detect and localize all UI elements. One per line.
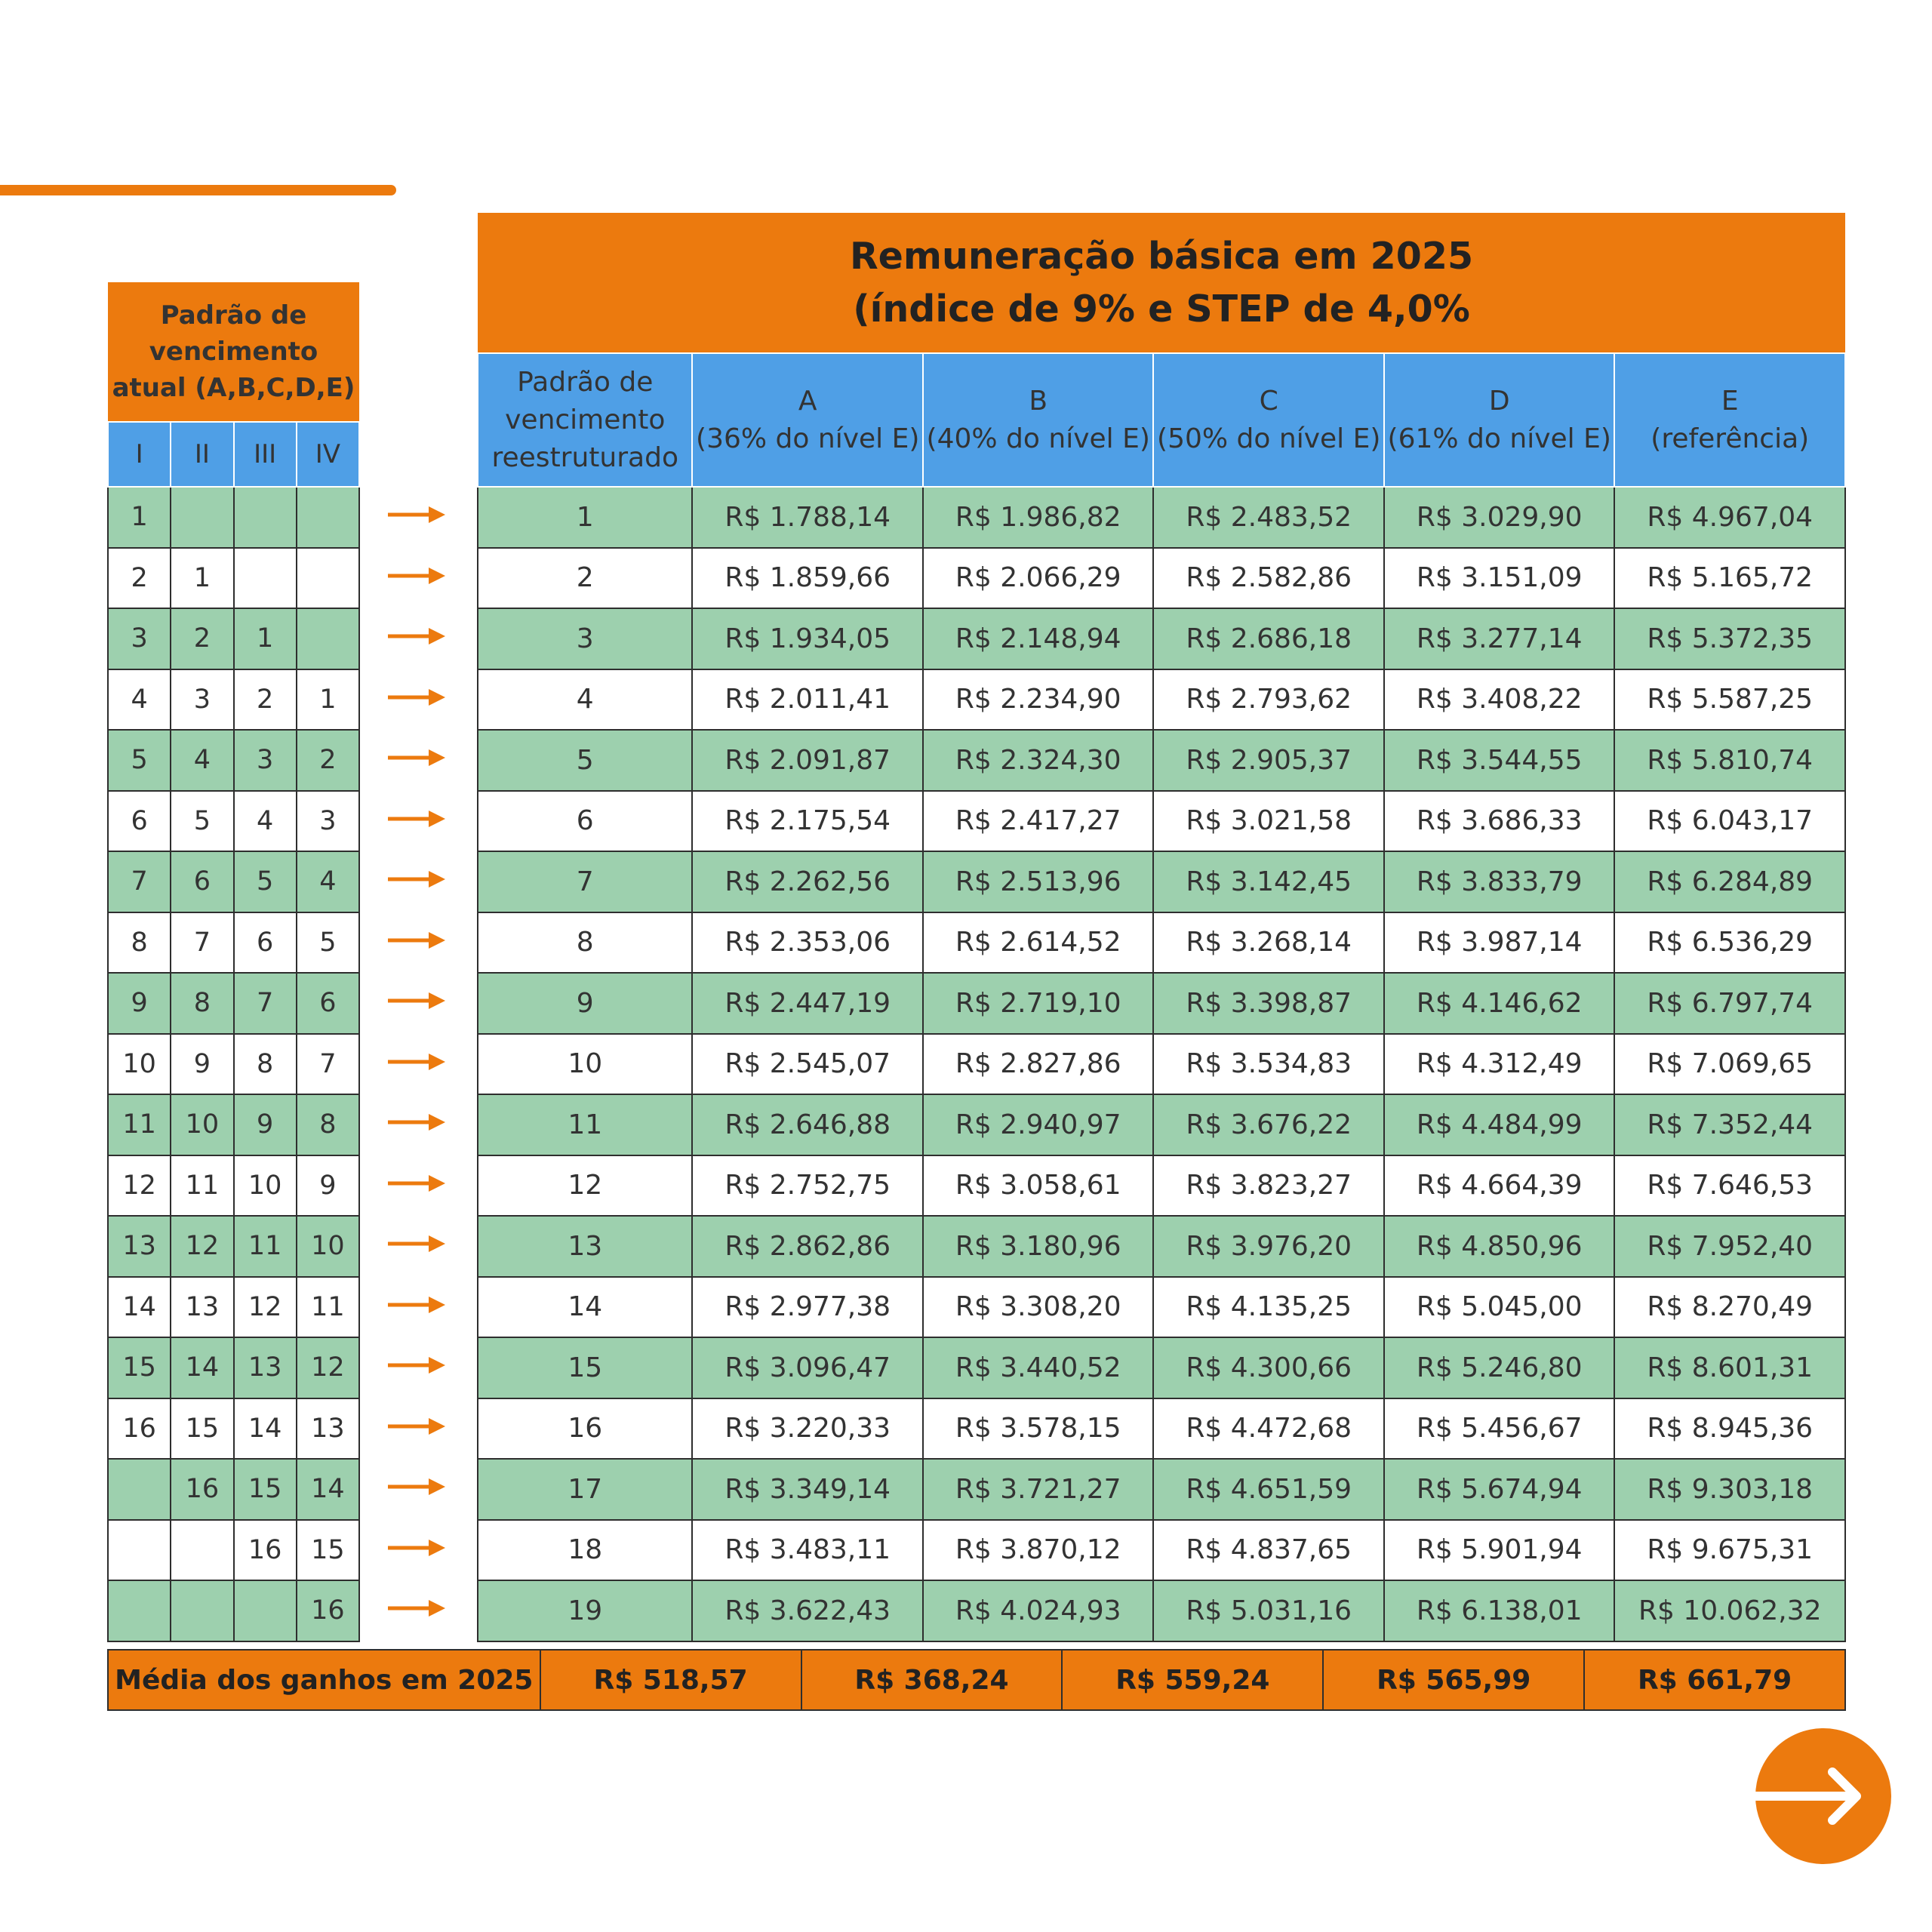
pattern-cell: 10 xyxy=(234,1155,297,1217)
pattern-cell: 9 xyxy=(171,1034,233,1095)
pattern-cell xyxy=(171,487,233,548)
table-row xyxy=(108,912,359,974)
arrow-right-icon xyxy=(386,1112,447,1133)
table-row xyxy=(478,1580,1845,1641)
salary-cell: R$ 8.270,49 xyxy=(1614,1277,1845,1338)
pattern-cell: 7 xyxy=(171,912,233,974)
salary-cell: R$ 2.513,96 xyxy=(923,851,1154,912)
pattern-cell: 12 xyxy=(234,1277,297,1338)
restructured-pattern-cell: 4 xyxy=(478,669,692,731)
salary-cell: R$ 2.066,29 xyxy=(923,548,1154,609)
table-row xyxy=(108,1216,359,1277)
restructured-pattern-cell: 5 xyxy=(478,730,692,791)
table-row xyxy=(478,1398,1845,1460)
table-row xyxy=(108,1155,359,1217)
column-header-line: reestruturado xyxy=(491,441,678,473)
column-header-line: (40% do nível E) xyxy=(926,423,1150,454)
salary-cell: R$ 8.601,31 xyxy=(1614,1337,1845,1398)
pattern-cell: 12 xyxy=(297,1337,359,1398)
column-header xyxy=(478,353,692,487)
pattern-cell: 16 xyxy=(171,1459,233,1520)
restructured-pattern-cell: 19 xyxy=(478,1580,692,1641)
table-row xyxy=(478,1216,1845,1277)
pattern-cell: 16 xyxy=(234,1520,297,1581)
pattern-cell: 7 xyxy=(297,1034,359,1095)
pattern-cell: 10 xyxy=(108,1034,171,1095)
table-title xyxy=(478,213,1845,353)
pattern-cell: 9 xyxy=(108,973,171,1034)
pattern-cell: 4 xyxy=(171,730,233,791)
column-header-line: D xyxy=(1488,385,1510,417)
salary-cell: R$ 7.352,44 xyxy=(1614,1094,1845,1155)
pattern-cell: 4 xyxy=(108,669,171,731)
pattern-cell: 13 xyxy=(297,1398,359,1460)
next-button[interactable] xyxy=(1755,1728,1891,1864)
pattern-cell: 10 xyxy=(297,1216,359,1277)
pattern-cell: 5 xyxy=(171,791,233,852)
salary-cell: R$ 3.823,27 xyxy=(1153,1155,1384,1217)
pattern-cell: 1 xyxy=(108,487,171,548)
table-row xyxy=(478,973,1845,1034)
pattern-cell: 4 xyxy=(297,851,359,912)
salary-cell: R$ 1.934,05 xyxy=(692,608,923,669)
arrow-right-icon xyxy=(386,808,447,829)
pattern-cell xyxy=(171,1520,233,1581)
average-gains-row xyxy=(107,1649,1846,1711)
pattern-cell: 6 xyxy=(234,912,297,974)
salary-cell: R$ 3.676,22 xyxy=(1153,1094,1384,1155)
salary-cell: R$ 10.062,32 xyxy=(1614,1580,1845,1641)
current-pattern-header: Padrão de vencimento atual (A,B,C,D,E) xyxy=(108,282,359,422)
salary-cell: R$ 5.165,72 xyxy=(1614,548,1845,609)
salary-cell: R$ 2.905,37 xyxy=(1153,730,1384,791)
pattern-cell: 13 xyxy=(234,1337,297,1398)
column-header xyxy=(1153,353,1384,487)
pattern-cell xyxy=(234,487,297,548)
salary-cell: R$ 2.091,87 xyxy=(692,730,923,791)
pattern-cell: 15 xyxy=(297,1520,359,1581)
accent-line xyxy=(0,185,396,195)
arrow-right-icon xyxy=(386,1476,447,1497)
salary-cell: R$ 7.952,40 xyxy=(1614,1216,1845,1277)
pattern-cell: 3 xyxy=(171,669,233,731)
salary-cell: R$ 5.674,94 xyxy=(1384,1459,1615,1520)
salary-cell: R$ 4.024,93 xyxy=(923,1580,1154,1641)
pattern-cell: 2 xyxy=(234,669,297,731)
average-gain-value: R$ 565,99 xyxy=(1323,1650,1584,1710)
salary-cell: R$ 3.622,43 xyxy=(692,1580,923,1641)
table-row xyxy=(478,912,1845,974)
table-row xyxy=(108,1277,359,1338)
salary-cell: R$ 2.827,86 xyxy=(923,1034,1154,1095)
salary-cell: R$ 5.810,74 xyxy=(1614,730,1845,791)
table-row xyxy=(478,1094,1845,1155)
pattern-cell: 1 xyxy=(234,608,297,669)
table-title-line-1: Remuneração básica em 2025 xyxy=(849,234,1474,278)
pattern-cell: 11 xyxy=(234,1216,297,1277)
column-header-line: C xyxy=(1259,385,1278,417)
column-header-line: (referência) xyxy=(1651,423,1810,454)
pattern-cell: 10 xyxy=(171,1094,233,1155)
table-row xyxy=(478,1520,1845,1581)
pattern-cell xyxy=(108,1580,171,1641)
salary-cell: R$ 3.151,09 xyxy=(1384,548,1615,609)
average-gains-label: Média dos ganhos em 2025 xyxy=(108,1650,540,1710)
pattern-cell: 9 xyxy=(234,1094,297,1155)
restructured-pattern-cell: 3 xyxy=(478,608,692,669)
salary-cell: R$ 2.752,75 xyxy=(692,1155,923,1217)
arrow-right-icon xyxy=(386,930,447,951)
salary-cell: R$ 5.587,25 xyxy=(1614,669,1845,731)
arrow-right-icon xyxy=(386,1537,447,1558)
salary-cell: R$ 5.246,80 xyxy=(1384,1337,1615,1398)
salary-cell: R$ 2.686,18 xyxy=(1153,608,1384,669)
salary-cell: R$ 6.043,17 xyxy=(1614,791,1845,852)
average-gain-value: R$ 368,24 xyxy=(801,1650,1063,1710)
arrow-right-icon xyxy=(386,747,447,768)
salary-cell: R$ 4.664,39 xyxy=(1384,1155,1615,1217)
pattern-cell: 7 xyxy=(234,973,297,1034)
salary-cell: R$ 3.398,87 xyxy=(1153,973,1384,1034)
salary-cell: R$ 2.234,90 xyxy=(923,669,1154,731)
salary-cell: R$ 6.536,29 xyxy=(1614,912,1845,974)
salary-cell: R$ 9.675,31 xyxy=(1614,1520,1845,1581)
column-header-line: (61% do nível E) xyxy=(1387,423,1611,454)
salary-cell: R$ 2.353,06 xyxy=(692,912,923,974)
salary-cell: R$ 3.096,47 xyxy=(692,1337,923,1398)
salary-cell: R$ 5.372,35 xyxy=(1614,608,1845,669)
pattern-cell: 4 xyxy=(234,791,297,852)
salary-cell: R$ 3.578,15 xyxy=(923,1398,1154,1460)
salary-cell: R$ 3.058,61 xyxy=(923,1155,1154,1217)
salary-cell: R$ 7.646,53 xyxy=(1614,1155,1845,1217)
pattern-cell: 5 xyxy=(297,912,359,974)
table-row xyxy=(478,791,1845,852)
salary-cell: R$ 3.021,58 xyxy=(1153,791,1384,852)
table-row xyxy=(478,608,1845,669)
average-gain-value: R$ 559,24 xyxy=(1062,1650,1323,1710)
salary-cell: R$ 6.797,74 xyxy=(1614,973,1845,1034)
salary-cell: R$ 5.045,00 xyxy=(1384,1277,1615,1338)
table-row xyxy=(478,548,1845,609)
salary-cell: R$ 3.721,27 xyxy=(923,1459,1154,1520)
salary-cell: R$ 3.029,90 xyxy=(1384,487,1615,548)
remuneration-table xyxy=(477,213,1846,1642)
salary-cell: R$ 2.977,38 xyxy=(692,1277,923,1338)
pattern-cell: 6 xyxy=(297,973,359,1034)
column-header-line: E xyxy=(1721,385,1739,417)
arrow-right-icon xyxy=(386,1294,447,1315)
restructured-pattern-cell: 1 xyxy=(478,487,692,548)
salary-cell: R$ 2.324,30 xyxy=(923,730,1154,791)
column-header xyxy=(1614,353,1845,487)
current-pattern-table xyxy=(107,282,360,1642)
average-gain-value: R$ 661,79 xyxy=(1584,1650,1845,1710)
salary-cell: R$ 3.987,14 xyxy=(1384,912,1615,974)
salary-cell: R$ 2.719,10 xyxy=(923,973,1154,1034)
salary-cell: R$ 3.308,20 xyxy=(923,1277,1154,1338)
table-row xyxy=(478,1155,1845,1217)
salary-cell: R$ 6.138,01 xyxy=(1384,1580,1615,1641)
pattern-cell: 5 xyxy=(234,851,297,912)
restructured-pattern-cell: 14 xyxy=(478,1277,692,1338)
column-header xyxy=(1384,353,1615,487)
pattern-cell: 11 xyxy=(297,1277,359,1338)
pattern-cell: 1 xyxy=(297,669,359,731)
salary-cell: R$ 5.901,94 xyxy=(1384,1520,1615,1581)
salary-cell: R$ 4.651,59 xyxy=(1153,1459,1384,1520)
table-row xyxy=(108,1398,359,1460)
column-header-line: (50% do nível E) xyxy=(1157,423,1381,454)
salary-cell: R$ 3.483,11 xyxy=(692,1520,923,1581)
table-row xyxy=(108,669,359,731)
salary-cell: R$ 4.135,25 xyxy=(1153,1277,1384,1338)
salary-cell: R$ 4.484,99 xyxy=(1384,1094,1615,1155)
salary-cell: R$ 4.837,65 xyxy=(1153,1520,1384,1581)
pattern-cell: 8 xyxy=(297,1094,359,1155)
salary-cell: R$ 4.146,62 xyxy=(1384,973,1615,1034)
pattern-cell: 9 xyxy=(297,1155,359,1217)
salary-cell: R$ 4.967,04 xyxy=(1614,487,1845,548)
pattern-cell xyxy=(297,548,359,609)
restructured-pattern-cell: 12 xyxy=(478,1155,692,1217)
salary-cell: R$ 3.408,22 xyxy=(1384,669,1615,731)
pattern-cell: 3 xyxy=(234,730,297,791)
salary-cell: R$ 4.312,49 xyxy=(1384,1034,1615,1095)
salary-cell: R$ 4.472,68 xyxy=(1153,1398,1384,1460)
table-row xyxy=(108,1580,359,1641)
column-header-line: B xyxy=(1029,385,1048,417)
salary-cell: R$ 2.940,97 xyxy=(923,1094,1154,1155)
salary-cell: R$ 1.859,66 xyxy=(692,548,923,609)
salary-cell: R$ 2.793,62 xyxy=(1153,669,1384,731)
salary-cell: R$ 2.483,52 xyxy=(1153,487,1384,548)
column-header-iv: IV xyxy=(297,422,359,487)
pattern-cell: 8 xyxy=(234,1034,297,1095)
salary-cell: R$ 2.582,86 xyxy=(1153,548,1384,609)
column-header-ii: II xyxy=(171,422,233,487)
restructured-pattern-cell: 11 xyxy=(478,1094,692,1155)
table-row xyxy=(108,1337,359,1398)
table-row xyxy=(108,851,359,912)
restructured-pattern-cell: 7 xyxy=(478,851,692,912)
salary-cell: R$ 3.277,14 xyxy=(1384,608,1615,669)
arrow-right-icon xyxy=(386,990,447,1011)
salary-cell: R$ 7.069,65 xyxy=(1614,1034,1845,1095)
table-row xyxy=(108,487,359,548)
salary-cell: R$ 3.833,79 xyxy=(1384,851,1615,912)
salary-cell: R$ 2.545,07 xyxy=(692,1034,923,1095)
pattern-cell: 13 xyxy=(108,1216,171,1277)
salary-cell: R$ 1.788,14 xyxy=(692,487,923,548)
salary-cell: R$ 5.031,16 xyxy=(1153,1580,1384,1641)
pattern-cell: 2 xyxy=(171,608,233,669)
pattern-cell: 2 xyxy=(297,730,359,791)
restructured-pattern-cell: 17 xyxy=(478,1459,692,1520)
salary-cell: R$ 2.175,54 xyxy=(692,791,923,852)
salary-cell: R$ 4.850,96 xyxy=(1384,1216,1615,1277)
table-row xyxy=(108,1094,359,1155)
pattern-cell: 14 xyxy=(234,1398,297,1460)
pattern-cell xyxy=(297,487,359,548)
salary-cell: R$ 3.686,33 xyxy=(1384,791,1615,852)
salary-cell: R$ 3.870,12 xyxy=(923,1520,1154,1581)
pattern-cell: 3 xyxy=(297,791,359,852)
salary-cell: R$ 2.262,56 xyxy=(692,851,923,912)
current-pattern-body xyxy=(108,487,359,1641)
arrow-right-icon xyxy=(386,626,447,647)
salary-cell: R$ 2.417,27 xyxy=(923,791,1154,852)
table-row xyxy=(478,487,1845,548)
salary-cell: R$ 1.986,82 xyxy=(923,487,1154,548)
column-header-row xyxy=(478,353,1845,487)
pattern-cell: 6 xyxy=(171,851,233,912)
pattern-cell: 3 xyxy=(108,608,171,669)
pattern-cell: 15 xyxy=(234,1459,297,1520)
restructured-pattern-cell: 18 xyxy=(478,1520,692,1581)
arrow-right-icon xyxy=(386,1051,447,1072)
pattern-cell: 13 xyxy=(171,1277,233,1338)
pattern-cell: 1 xyxy=(171,548,233,609)
salary-cell: R$ 3.180,96 xyxy=(923,1216,1154,1277)
salary-cell: R$ 5.456,67 xyxy=(1384,1398,1615,1460)
pattern-cell: 14 xyxy=(108,1277,171,1338)
remuneration-body xyxy=(478,487,1845,1641)
salary-cell: R$ 2.447,19 xyxy=(692,973,923,1034)
table-row xyxy=(478,669,1845,731)
pattern-cell: 8 xyxy=(171,973,233,1034)
arrow-right-icon xyxy=(386,1233,447,1254)
pattern-cell xyxy=(171,1580,233,1641)
salary-cell: R$ 9.303,18 xyxy=(1614,1459,1845,1520)
arrow-right-icon xyxy=(386,1173,447,1194)
column-header xyxy=(692,353,923,487)
pattern-cell: 15 xyxy=(108,1337,171,1398)
pattern-cell: 11 xyxy=(108,1094,171,1155)
table-row xyxy=(108,1034,359,1095)
average-gain-value: R$ 518,57 xyxy=(540,1650,801,1710)
salary-cell: R$ 3.349,14 xyxy=(692,1459,923,1520)
restructured-pattern-cell: 13 xyxy=(478,1216,692,1277)
arrow-right-icon xyxy=(386,504,447,525)
salary-cell: R$ 3.268,14 xyxy=(1153,912,1384,974)
table-row xyxy=(108,973,359,1034)
table-row xyxy=(478,730,1845,791)
salary-cell: R$ 3.976,20 xyxy=(1153,1216,1384,1277)
salary-cell: R$ 2.011,41 xyxy=(692,669,923,731)
salary-cell: R$ 2.862,86 xyxy=(692,1216,923,1277)
pattern-cell: 14 xyxy=(297,1459,359,1520)
arrow-right-icon xyxy=(1755,1728,1891,1864)
pattern-cell: 15 xyxy=(171,1398,233,1460)
column-header-line: A xyxy=(798,385,817,417)
table-row xyxy=(108,730,359,791)
restructured-pattern-cell: 9 xyxy=(478,973,692,1034)
table-row xyxy=(108,608,359,669)
salary-cell: R$ 4.300,66 xyxy=(1153,1337,1384,1398)
salary-cell: R$ 3.142,45 xyxy=(1153,851,1384,912)
arrow-right-icon xyxy=(386,565,447,586)
pattern-cell xyxy=(108,1459,171,1520)
pattern-cell: 14 xyxy=(171,1337,233,1398)
pattern-cell: 5 xyxy=(108,730,171,791)
column-header-line: (36% do nível E) xyxy=(696,423,920,454)
pattern-cell: 11 xyxy=(171,1155,233,1217)
restructured-pattern-cell: 15 xyxy=(478,1337,692,1398)
table-row xyxy=(108,1459,359,1520)
pattern-cell: 7 xyxy=(108,851,171,912)
table-row xyxy=(478,1034,1845,1095)
table-row xyxy=(478,851,1845,912)
table-row xyxy=(108,1520,359,1581)
salary-cell: R$ 3.534,83 xyxy=(1153,1034,1384,1095)
salary-cell: R$ 3.220,33 xyxy=(692,1398,923,1460)
pattern-cell: 6 xyxy=(108,791,171,852)
table-row xyxy=(478,1459,1845,1520)
table-row xyxy=(478,1277,1845,1338)
salary-cell: R$ 2.646,88 xyxy=(692,1094,923,1155)
restructured-pattern-cell: 16 xyxy=(478,1398,692,1460)
salary-cell: R$ 6.284,89 xyxy=(1614,851,1845,912)
arrow-right-icon xyxy=(386,1416,447,1437)
pattern-cell: 16 xyxy=(297,1580,359,1641)
pattern-cell xyxy=(108,1520,171,1581)
pattern-cell xyxy=(297,608,359,669)
salary-cell: R$ 3.440,52 xyxy=(923,1337,1154,1398)
arrow-right-icon xyxy=(386,869,447,890)
table-row xyxy=(478,1337,1845,1398)
column-header-line: Padrão de xyxy=(517,366,654,398)
pattern-cell: 12 xyxy=(108,1155,171,1217)
pattern-cell: 16 xyxy=(108,1398,171,1460)
salary-cell: R$ 8.945,36 xyxy=(1614,1398,1845,1460)
restructured-pattern-cell: 10 xyxy=(478,1034,692,1095)
arrow-right-icon xyxy=(386,1598,447,1619)
salary-cell: R$ 2.148,94 xyxy=(923,608,1154,669)
pattern-cell xyxy=(234,548,297,609)
pattern-cell: 8 xyxy=(108,912,171,974)
restructured-pattern-cell: 6 xyxy=(478,791,692,852)
column-header-line: vencimento xyxy=(505,404,666,435)
salary-cell: R$ 2.614,52 xyxy=(923,912,1154,974)
arrow-right-icon xyxy=(386,1355,447,1376)
column-header-i: I xyxy=(108,422,171,487)
table-row xyxy=(108,791,359,852)
column-header xyxy=(923,353,1154,487)
restructured-pattern-cell: 8 xyxy=(478,912,692,974)
pattern-cell xyxy=(234,1580,297,1641)
pattern-cell: 12 xyxy=(171,1216,233,1277)
pattern-cell: 2 xyxy=(108,548,171,609)
table-title-line-2: (índice de 9% e STEP de 4,0% xyxy=(853,287,1470,331)
restructured-pattern-cell: 2 xyxy=(478,548,692,609)
table-row xyxy=(108,548,359,609)
salary-cell: R$ 3.544,55 xyxy=(1384,730,1615,791)
arrow-right-icon xyxy=(386,687,447,708)
column-header-iii: III xyxy=(234,422,297,487)
